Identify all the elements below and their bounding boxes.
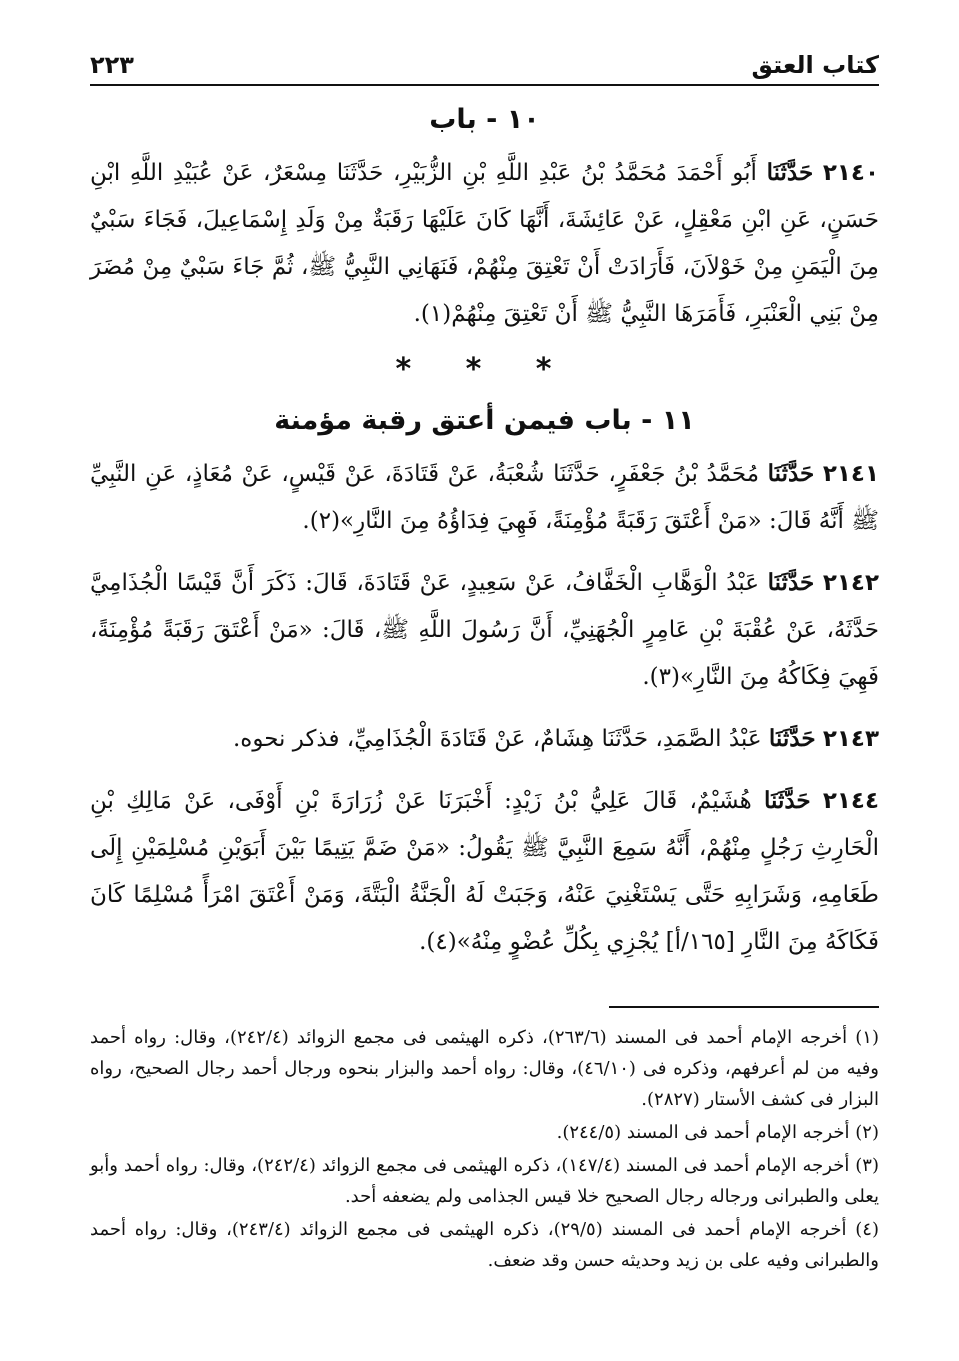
hadith-number: ٢١٤١ bbox=[822, 461, 880, 487]
hadith-number: ٢١٤٣ bbox=[822, 726, 879, 752]
hadith-opening: حَدَّثَنَا bbox=[768, 725, 816, 752]
hadith-2144 bbox=[90, 777, 879, 966]
hadith-text: عَبْدُ الصَّمَدِ، حَدَّثَنَا هِشَامٌ، عَنْ قَتَادَةَ الْجُذَامِيِّ، فذكر نحوه. bbox=[232, 726, 762, 752]
hadith-number: ٢١٤٤ bbox=[822, 788, 880, 814]
footnote-number: (١) bbox=[855, 1027, 879, 1048]
hadith-opening: حَدَّثَنَا bbox=[764, 787, 811, 814]
hadith-opening: حَدَّثَنَا bbox=[767, 460, 815, 487]
hadith-2140 bbox=[90, 149, 879, 338]
hadith-opening: حَدَّثَنَا bbox=[766, 159, 814, 186]
footnote-number: (٣) bbox=[855, 1155, 879, 1176]
footnote-text: أخرجه الإمام أحمد فى المسند (٢٤٤/٥). bbox=[556, 1122, 850, 1143]
book-page bbox=[90, 30, 879, 1341]
section-heading-11: ١١ - باب فيمن أعتق رقبة مؤمنة bbox=[274, 405, 695, 436]
hadith-text: عَبْدُ الْوَهَّابِ الْخَفَّافُ، عَنْ سَعِيدٍ، عَنْ قَتَادَةَ، قَالَ: ذَكَرَ أَنَّ قَيْسًا الْجُذَامِيَّ حَدَّثَهُ، عَنْ عُقْبَةَ بْنِ عَامِرٍ الْجُهَنِيِّ، أَنَّ رَسُولَ اللَّهِ ﷺ، قَالَ: «مَنْ أَعْتَقَ رَقَبَةً مُؤْمِنَةً، فَهِيَ فِكَاكُهُ مِنَ النَّارِ»(٣). bbox=[90, 570, 879, 690]
footnote-text: أخرجه الإمام أحمد فى المسند (٢٦٣/٦)، ذكره الهيثمى فى مجمع الزوائد (٢٤٢/٤)، وقال: رواه أحمد وفيه من لم أعرفهم، وذكره فى (٤٦/١٠)، وقال: رواه أحمد والبزار بنحوه ورجال أحمد رجال الصحيح، رواه البزار فى كشف الأستار (٢٨٢٧). bbox=[90, 1027, 879, 1110]
hadith-2143 bbox=[90, 715, 879, 763]
footnote-3 bbox=[90, 1150, 879, 1212]
footnote-text: أخرجه الإمام أحمد فى المسند (١٤٧/٤)، ذكره الهيثمى فى مجمع الزوائد (٢٤٢/٤)، وقال: رواه أحمد وأبو يعلى والطبرانى ورجاله رجال الصحيح خلا قيس الجذامى ولم يضعفه أحد. bbox=[90, 1155, 879, 1207]
hadith-text: هُشَيْمٌ، قَالَ عَلِيُّ بْنُ زَيْدٍ: أَخْبَرَنَا عَنْ زُرَارَةَ بْنِ أَوْفَى، عَنْ مَالِكِ بْنِ الْحَارِثِ رَجُلٍ مِنْهُمْ، أَنَّهُ سَمِعَ النَّبِيَّ ﷺ يَقُولُ: «مَنْ ضَمَّ يَتِيمًا بَيْنَ أَبَوَيْنِ مُسْلِمَيْنِ إِلَى طَعَامِهِ، وَشَرَابِهِ حَتَّى يَسْتَغْنِيَ عَنْهُ، وَجَبَتْ لَهُ الْجَنَّةُ الْبَتَّةَ، وَمَنْ أَعْتَقَ امْرَأً مُسْلِمًا كَانَ فَكَاكَهُ مِنَ النَّارِ [١٦٥/أ] يُجْزِي بِكُلِّ عُضْوٍ مِنْهُ»(٤). bbox=[90, 788, 879, 955]
footnote-divider bbox=[609, 1006, 879, 1008]
page-number: ٢٢٣ bbox=[90, 51, 134, 80]
footnote-text: أخرجه الإمام أحمد فى المسند (٢٩/٥)، ذكره الهيثمى فى مجمع الزوائد (٢٤٣/٤)، وقال: رواه أحمد والطبرانى وفيه على بن زيد وحديثه حسن وقد ضعف. bbox=[90, 1219, 879, 1271]
footnote-2 bbox=[90, 1117, 879, 1148]
section-heading-10: ١٠ - باب bbox=[429, 104, 540, 135]
running-header bbox=[90, 30, 879, 86]
footnote-number: (٢) bbox=[855, 1122, 879, 1143]
hadith-text: مُحَمَّدُ بْنُ جَعْفَرٍ، حَدَّثَنَا شُعْبَةُ، عَنْ قَتَادَةَ، عَنْ قَيْسٍ، عَنْ مُعَاذٍ، عَنِ النَّبِيِّ ﷺ أَنَّهُ قَالَ: «مَنْ أَعْتَقَ رَقَبَةً مُؤْمِنَةً، فَهِيَ فِدَاؤُهُ مِنَ النَّارِ»(٢). bbox=[90, 461, 879, 534]
chapter-title: كتاب العتق bbox=[751, 51, 879, 80]
footnote-number: (٤) bbox=[855, 1219, 879, 1240]
footnote-4 bbox=[90, 1214, 879, 1276]
hadith-number: ٢١٤٢ bbox=[822, 570, 880, 596]
hadith-opening: حَدَّثَنَا bbox=[767, 569, 815, 596]
footnote-1 bbox=[90, 1022, 879, 1115]
hadith-2141 bbox=[90, 450, 879, 545]
hadith-text: أَبُو أَحْمَدَ مُحَمَّدُ بْنُ عَبْدِ اللَّهِ بْنِ الزُّبَيْرِ، حَدَّثَنَا مِسْعَرٌ، عَنْ عُبَيْدِ اللَّهِ ابْنِ حَسَنٍ، عَنِ ابْنِ مَعْقِلٍ، عَنْ عَائِشَةَ، أَنَّهَا كَانَ عَلَيْهَا رَقَبَةٌ مِنْ وَلَدِ إِسْمَاعِيلَ، فَجَاءَ سَبْيٌ مِنَ الْيَمَنِ مِنْ خَوْلاَنَ، فَأَرَادَتْ أَنْ تَعْتِقَ مِنْهُمْ، فَنَهَانِي النَّبِيُّ ﷺ، ثُمَّ جَاءَ سَبْيٌ مِنْ مُضَرَ مِنْ بَنِي الْعَنْبَرِ، فَأَمَرَهَا النَّبِيُّ ﷺ أَنْ تَعْتِقَ مِنْهُمْ(١). bbox=[90, 160, 879, 327]
hadith-number: ٢١٤٠ bbox=[822, 160, 879, 186]
section-separator: * * * bbox=[395, 352, 574, 387]
hadith-2142 bbox=[90, 559, 879, 701]
